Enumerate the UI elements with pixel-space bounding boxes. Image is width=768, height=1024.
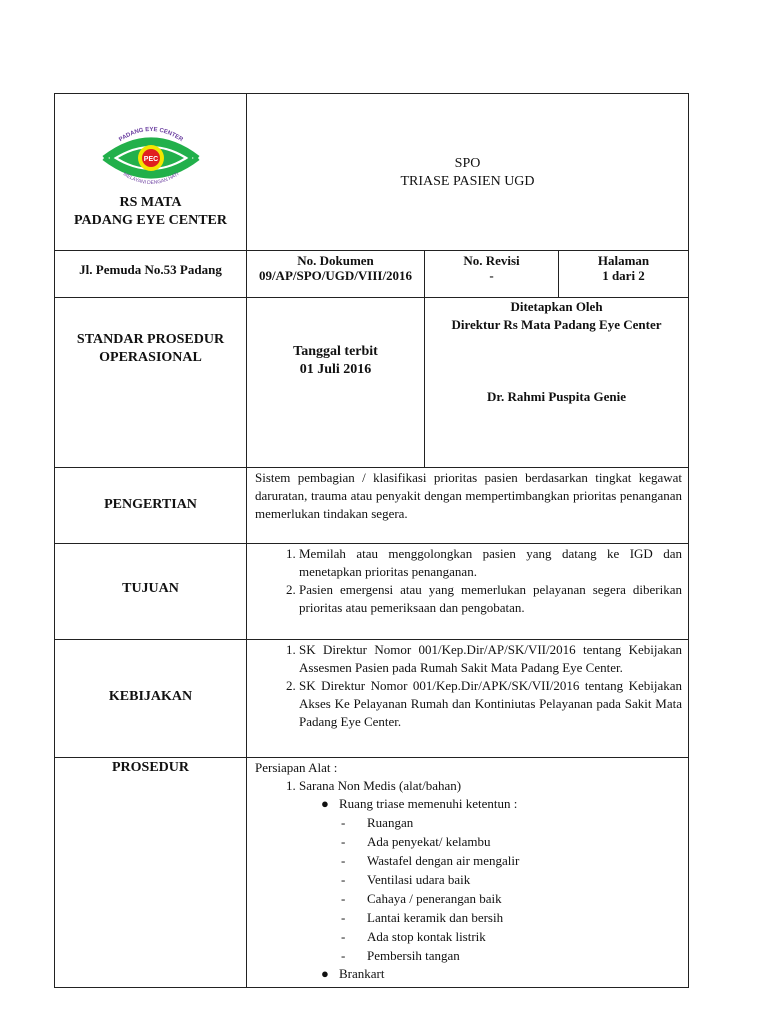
dash-icon: - bbox=[341, 815, 346, 830]
pengertian-row bbox=[55, 468, 689, 544]
spo-row bbox=[55, 298, 689, 468]
dash-item-text: Ada penyekat/ kelambu bbox=[367, 834, 491, 849]
spo-label-cell bbox=[55, 298, 247, 468]
signer-name: Dr. Rahmi Puspita Genie bbox=[487, 389, 626, 404]
prosedur-content bbox=[247, 758, 689, 988]
bullet-icon: ● bbox=[321, 796, 329, 811]
kebijakan-row bbox=[55, 640, 689, 758]
list-item bbox=[341, 927, 682, 946]
prosedur-row bbox=[55, 758, 689, 988]
approval-cell bbox=[425, 298, 689, 468]
doc-title-line1: SPO bbox=[454, 156, 481, 171]
list-item bbox=[341, 813, 682, 832]
dash-icon: - bbox=[341, 853, 346, 868]
issue-date-label: Tanggal terbit bbox=[293, 344, 378, 359]
prosedur-list bbox=[255, 777, 682, 983]
list-item bbox=[341, 908, 682, 927]
svg-text:PADANG EYE CENTER: PADANG EYE CENTER bbox=[117, 126, 184, 144]
dash-icon: - bbox=[341, 929, 346, 944]
list-item bbox=[319, 795, 682, 965]
eye-logo-icon bbox=[96, 116, 206, 192]
issue-date-value: 01 Juli 2016 bbox=[299, 362, 372, 377]
dash-list bbox=[339, 813, 682, 965]
tujuan-list bbox=[255, 545, 682, 617]
page-cell bbox=[559, 251, 689, 298]
pengertian-label-cell bbox=[55, 468, 247, 544]
info-row bbox=[55, 251, 689, 298]
tujuan-content bbox=[247, 544, 689, 640]
bullet-list bbox=[299, 795, 682, 983]
hospital-name-line1: RS MATA bbox=[119, 195, 182, 210]
pengertian-text: Sistem pembagian / klasifikasi prioritas pasien berdasarkan tingkat kegawat daruratan, trauma atau penyakit dengan mempertimbangkan prioritas penanganan memerlukan tindakan segera. bbox=[247, 468, 689, 544]
revision-label: No. Revisi bbox=[463, 253, 520, 268]
tujuan-label-cell bbox=[55, 544, 247, 640]
kebijakan-content bbox=[247, 640, 689, 758]
list-item: 1. Memilah atau menggolongkan pasien yang datang ke IGD dan menetapkan prioritas penanganan. bbox=[299, 545, 682, 581]
page-value: 1 dari 2 bbox=[602, 268, 645, 283]
list-item bbox=[341, 832, 682, 851]
list-item: 1. SK Direktur Nomor 001/Kep.Dir/AP/SK/VII/2016 tentang Kebijakan Assesmen Pasien pada Rumah Sakit Mata Padang Eye Center. bbox=[299, 641, 682, 677]
hospital-name-line2: PADANG EYE CENTER bbox=[74, 213, 227, 228]
svg-text:MELAYANI DENGAN HATI: MELAYANI DENGAN HATI bbox=[121, 171, 180, 187]
spo-document bbox=[54, 93, 688, 988]
revision-cell bbox=[425, 251, 559, 298]
approved-by-line1: Ditetapkan Oleh bbox=[510, 299, 603, 314]
spo-table bbox=[54, 93, 689, 988]
list-item bbox=[341, 870, 682, 889]
doc-number-cell bbox=[247, 251, 425, 298]
dash-item-text: Ada stop kontak listrik bbox=[367, 929, 486, 944]
dash-item-text: Ventilasi udara baik bbox=[367, 872, 471, 887]
prosedur-intro: Persiapan Alat : bbox=[255, 760, 338, 775]
kebijakan-label-cell bbox=[55, 640, 247, 758]
doc-number-label: No. Dokumen bbox=[297, 253, 374, 268]
list-item bbox=[299, 777, 682, 983]
list-item bbox=[341, 851, 682, 870]
prosedur-label: PROSEDUR bbox=[111, 760, 189, 775]
dash-icon: - bbox=[341, 910, 346, 925]
spo-label-line2: OPERASIONAL bbox=[99, 350, 202, 365]
list-item bbox=[319, 965, 682, 983]
kebijakan-label: KEBIJAKAN bbox=[108, 689, 193, 704]
hospital-address: Jl. Pemuda No.53 Padang bbox=[55, 251, 247, 298]
header-row bbox=[55, 94, 689, 251]
list-item bbox=[341, 889, 682, 908]
dash-icon: - bbox=[341, 834, 346, 849]
doc-title-line2: TRIASE PASIEN UGD bbox=[400, 174, 535, 189]
approved-by-line2: Direktur Rs Mata Padang Eye Center bbox=[451, 317, 662, 332]
issue-date-cell bbox=[247, 298, 425, 468]
doc-number-value: 09/AP/SPO/UGD/VIII/2016 bbox=[258, 268, 413, 283]
dash-icon: - bbox=[341, 948, 346, 963]
pengertian-label: PENGERTIAN bbox=[104, 497, 197, 512]
hospital-logo bbox=[55, 116, 246, 192]
list-item: 2. Pasien emergensi atau yang memerlukan pelayanan segera diberikan prioritas atau pemeriksaan dan pengobatan. bbox=[299, 581, 682, 617]
kebijakan-list bbox=[255, 641, 682, 731]
prosedur-label-cell bbox=[55, 758, 247, 988]
revision-value: - bbox=[489, 268, 494, 283]
list-item bbox=[341, 946, 682, 965]
spo-label-line1: STANDAR PROSEDUR bbox=[76, 332, 225, 347]
page-label: Halaman bbox=[597, 253, 650, 268]
bullet-text: Ruang triase memenuhi ketentun : bbox=[339, 796, 518, 811]
dash-item-text: Wastafel dengan air mengalir bbox=[367, 853, 520, 868]
tujuan-row bbox=[55, 544, 689, 640]
dash-item-text: Pembersih tangan bbox=[367, 948, 460, 963]
logo-cell bbox=[55, 94, 247, 251]
dash-item-text: Cahaya / penerangan baik bbox=[367, 891, 502, 906]
dash-item-text: Ruangan bbox=[367, 815, 414, 830]
title-cell bbox=[247, 94, 689, 251]
dash-icon: - bbox=[341, 872, 346, 887]
bullet-text: Brankart bbox=[339, 966, 385, 981]
list-item: 2. SK Direktur Nomor 001/Kep.Dir/APK/SK/VII/2016 tentang Kebijakan Akses Ke Pelayanan Rumah dan Kontiniutas Pelayanan pada Sakit Mata Padang Eye Center. bbox=[299, 677, 682, 731]
dash-icon: - bbox=[341, 891, 346, 906]
bullet-icon: ● bbox=[321, 966, 329, 981]
dash-item-text: Lantai keramik dan bersih bbox=[367, 910, 504, 925]
tujuan-label: TUJUAN bbox=[122, 581, 179, 596]
prosedur-item-1: Sarana Non Medis (alat/bahan) bbox=[299, 778, 462, 793]
svg-text:PEC: PEC bbox=[143, 156, 158, 163]
